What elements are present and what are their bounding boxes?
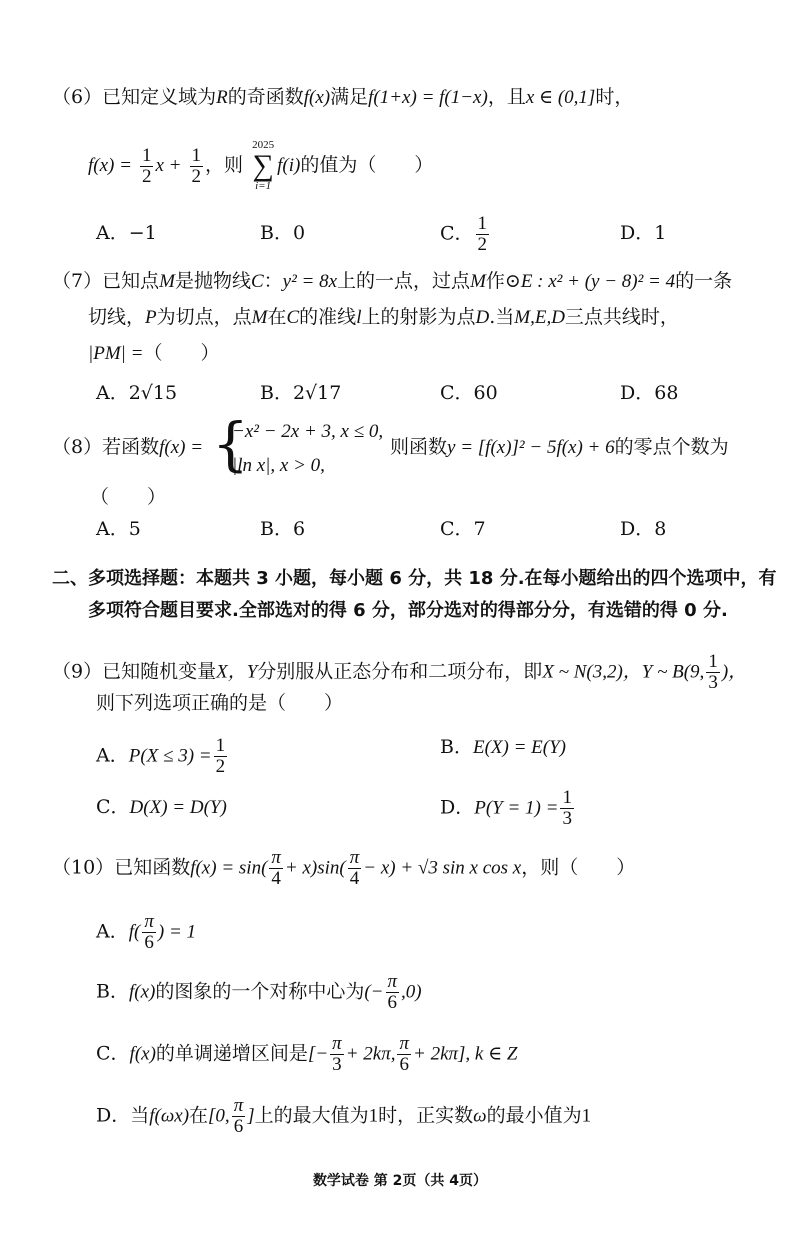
q7-text: .当 (489, 306, 515, 328)
q8-paren: （ ） (90, 486, 167, 508)
q6-fi: f(i) (277, 155, 301, 176)
q7-M: M (251, 307, 268, 328)
q9-option-c-label: C． (96, 796, 130, 818)
frac-num: π (349, 847, 360, 868)
q10-c-frac1 (330, 1034, 344, 1075)
q6-frac-half (140, 146, 154, 187)
q6-option-a[interactable]: A．−1 (96, 222, 157, 244)
frac-num: 1 (562, 787, 572, 808)
frac-num: π (271, 847, 281, 868)
q7-line3 (88, 344, 219, 363)
section2-heading-line2: 多项符合题目要求.全部选对的得 6 分，部分选对的得部分分，有选错的得 0 分. (88, 600, 728, 621)
q10-b-f: f(x) (128, 981, 156, 1003)
q6-c-frac (476, 214, 490, 255)
q9-option-a[interactable] (96, 736, 229, 777)
q9-line1 (52, 652, 747, 693)
q10-d-int: [0, (208, 1105, 230, 1127)
q9-d-frac (560, 788, 574, 829)
q7-text: 上的射影为点 (361, 306, 476, 328)
frac-den: 3 (708, 671, 718, 693)
q6-line1 (52, 88, 633, 107)
q7-option-b[interactable]: B．2√17 (260, 382, 342, 404)
q8-text: 则函数 (390, 436, 448, 458)
q9-option-a-label: A． (96, 744, 129, 767)
q10-d-one: 1 (368, 1105, 379, 1127)
q6-text: 满足 (330, 86, 369, 108)
q10-c-open: [− (307, 1043, 329, 1065)
q8-option-a[interactable]: A．5 (96, 518, 141, 540)
q6-summation (252, 140, 274, 192)
q9-prompt: 则下列选项正确的是（ ） (96, 692, 344, 714)
q7-MED: M,E,D (514, 307, 565, 328)
frac-den: 6 (144, 931, 154, 953)
q7-M: M (159, 271, 175, 292)
frac-den: 3 (332, 1053, 342, 1075)
q10-fx: f(x) = sin( (190, 857, 268, 879)
q9-yb: Y ~ B(9, (641, 661, 705, 683)
q10-d-text2: 上的最大值为 (254, 1104, 369, 1127)
frac-den: 6 (233, 1115, 244, 1137)
q8-y: y = [f(x)]² − 5f(x) + 6 (447, 437, 615, 458)
q6-option-c[interactable] (440, 214, 491, 255)
q9-option-c[interactable] (96, 798, 227, 817)
frac-den: 6 (399, 1053, 409, 1075)
q9-c-expr: D(X) = D(Y) (129, 797, 227, 818)
q7-text: 为切点，点 (156, 306, 252, 328)
q10-option-c-label: C． (96, 1042, 130, 1065)
q10-plusx: + x)sin( (284, 857, 346, 879)
q6-text: 的奇函数 (227, 86, 304, 108)
q9-a-expr: P(X ≤ 3) = (128, 745, 212, 767)
frac-num: 1 (708, 651, 718, 672)
sum-lower: i=1 (255, 180, 272, 192)
q6-xplus: x + (155, 155, 182, 176)
q10-c-text: 的单调递增区间是 (155, 1042, 308, 1065)
q7-line1 (52, 272, 732, 291)
q9-XY: X，Y (216, 661, 258, 683)
q8-case2: |ln x|, x > 0, (232, 455, 325, 476)
q7-text: 三点共线时， (564, 306, 679, 328)
q8-option-d[interactable]: D．8 (620, 518, 667, 540)
q9-option-b-label: B． (440, 736, 473, 758)
q6-condition: f(1+x) = f(1−x) (368, 87, 488, 108)
q7-option-d[interactable]: D．68 (620, 382, 679, 404)
q10-c-end: + 2kπ], k ∈ Z (413, 1043, 518, 1065)
q10-d-frac (232, 1096, 246, 1137)
q10-text: ，则（ ） (521, 856, 636, 879)
q10-frac-pi4 (269, 848, 283, 889)
frac-num: π (387, 971, 398, 992)
q7-text: 的准线 (299, 306, 357, 328)
q10-option-b[interactable] (96, 972, 422, 1013)
q7-option-a[interactable]: A．2√15 (96, 382, 178, 404)
q10-option-d-label: D．当 (96, 1104, 150, 1127)
q8-case1: −x² − 2x + 3, x ≤ 0, (232, 421, 384, 442)
q10-c-f: f(x) (129, 1043, 156, 1065)
q6-text: ，且 (487, 86, 526, 108)
page-footer: 数学试卷 第 2页（共 4页） (312, 1173, 488, 1189)
frac-num: π (144, 911, 154, 932)
q9-a-frac (214, 736, 228, 777)
frac-den: 2 (141, 165, 152, 187)
q7-text: 在 (267, 306, 287, 328)
q10-option-b-label: B． (96, 980, 129, 1003)
q8-text: 的零点个数为 (614, 436, 729, 458)
q10-b-end: ,0) (401, 981, 422, 1003)
frac-num: 1 (215, 735, 226, 756)
q10-a-frac (142, 912, 156, 953)
q9-number: （9） (52, 660, 103, 683)
q9-option-d-label: D． (440, 796, 475, 819)
q8-line1a (52, 438, 203, 457)
q10-d-omega: ω (473, 1105, 487, 1127)
q10-option-a-label: A． (96, 920, 129, 943)
q10-d-one2: 1 (581, 1105, 592, 1127)
frac-den: 3 (562, 807, 572, 829)
q7-C: C (250, 271, 264, 292)
q9-xn: X ~ N(3,2)， (542, 661, 642, 683)
q8-option-b[interactable]: B．6 (260, 518, 306, 540)
q9-frac (706, 652, 720, 693)
q7-text: 作⊙ (485, 270, 521, 292)
q9-b-expr: E(X) = E(Y) (472, 737, 566, 758)
q10-a-end: ) = 1 (157, 921, 197, 943)
q6-line2 (88, 140, 433, 192)
q10-d-f: f(ωx) (149, 1105, 190, 1127)
q9-option-b[interactable] (440, 738, 566, 757)
frac-den: 2 (215, 755, 226, 777)
q10-c-mid: + 2kπ, (345, 1043, 396, 1065)
q6-fx: f(x) (303, 87, 331, 108)
sum-upper: 2025 (252, 139, 275, 151)
q7-line2 (88, 308, 679, 327)
q9-option-d[interactable] (440, 788, 576, 829)
q10-option-c[interactable] (96, 1034, 517, 1075)
q10-option-a[interactable] (96, 912, 196, 953)
q7-number: （7） (52, 270, 103, 292)
q9-text: 已知随机变量 (102, 660, 217, 683)
q7-text: 已知点 (102, 270, 160, 292)
q10-b-frac (386, 972, 400, 1013)
q9-text: 分别服从正态分布和二项分布，即 (257, 660, 543, 683)
q10-number: （10） (52, 856, 115, 879)
brace-icon: { (212, 410, 249, 478)
q7-D: D (475, 307, 490, 328)
frac-den: 6 (387, 991, 398, 1013)
q6-option-d[interactable]: D．1 (620, 222, 667, 244)
sigma-icon: ∑ (252, 149, 274, 182)
q7-text: （ ） (143, 342, 220, 364)
q6-frac-half-2 (190, 146, 204, 187)
frac-num: 1 (477, 213, 488, 234)
q8-text: 若函数 (102, 436, 160, 458)
q7-text: ： (263, 270, 283, 292)
q8-number: （8） (52, 436, 103, 458)
q7-parabola: y² = 8x (282, 271, 338, 292)
frac-den: 2 (191, 165, 202, 187)
q7-l: l (356, 307, 362, 328)
q10-minusx: − x) + √3 sin x cos x (363, 857, 522, 879)
frac-den: 2 (477, 233, 488, 255)
q8-line1b (390, 438, 729, 457)
q7-option-c[interactable]: C．60 (440, 382, 498, 404)
q7-text: 切线， (88, 306, 146, 328)
q10-d-text4: 的最小值为 (486, 1104, 582, 1127)
q10-frac-pi4-2 (348, 848, 362, 889)
q7-text: 是抛物线 (174, 270, 251, 292)
q6-R: R (216, 87, 228, 108)
q6-text: 已知定义域为 (102, 86, 217, 108)
q6-option-b[interactable]: B．0 (260, 222, 306, 244)
q7-pm: |PM| = (88, 343, 144, 364)
q7-text: 的一条 (675, 270, 733, 292)
q8-option-c[interactable]: C．7 (440, 518, 486, 540)
q6-fdef: f(x) = (88, 155, 132, 176)
q10-c-frac2 (397, 1034, 411, 1075)
section2-heading-line1: 二、多项选择题：本题共 3 小题，每小题 6 分，共 18 分.在每小题给出的四个选项中，有 (52, 568, 777, 589)
q9-d-expr: P(Y = 1) = (474, 797, 559, 819)
q6-option-c-label: C． (440, 222, 474, 245)
frac-num: 1 (141, 144, 152, 166)
q6-number: （6） (52, 86, 103, 108)
frac-den: 4 (271, 867, 281, 889)
q6-text: 时， (595, 86, 634, 108)
frac-num: 1 (191, 144, 202, 166)
q7-text: 上的一点，过点 (337, 270, 471, 292)
q10-line1 (52, 848, 635, 889)
frac-num: π (332, 1033, 342, 1054)
q10-option-d[interactable] (96, 1096, 591, 1137)
q8-fx: f(x) = (159, 437, 204, 458)
q7-P: P (145, 307, 157, 328)
q10-d-text: 在 (189, 1104, 209, 1127)
q10-text: 已知函数 (114, 856, 191, 879)
q10-a-f: f( (128, 921, 141, 943)
q6-text: 的值为（ ） (300, 154, 434, 176)
frac-den: 4 (349, 867, 360, 889)
q7-C: C (286, 307, 300, 328)
q10-d-int2: ] (247, 1105, 255, 1127)
q6-text: ，则 (205, 154, 244, 176)
q9-close: )， (721, 661, 748, 683)
q6-domain: x ∈ (0,1] (525, 87, 596, 108)
q10-b-open: (− (364, 981, 384, 1003)
q10-d-text3: 时，正实数 (378, 1104, 474, 1127)
frac-num: π (399, 1033, 409, 1054)
q7-M: M (470, 271, 486, 292)
q7-circle: E : x² + (y − 8)² = 4 (520, 271, 676, 292)
frac-num: π (233, 1095, 244, 1116)
q10-b-text: 的图象的一个对称中心为 (155, 980, 365, 1003)
